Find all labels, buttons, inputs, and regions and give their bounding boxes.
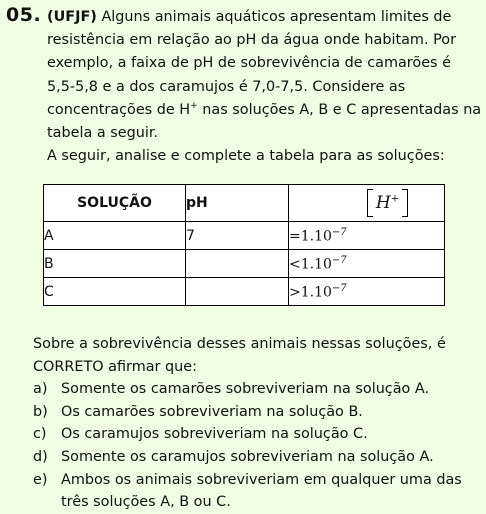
stem-line-4: 5,5-5,8 e a dos caramujos é 7,0-7,5. Considere as xyxy=(47,78,406,95)
answer-section xyxy=(33,333,483,514)
table-row xyxy=(44,222,445,250)
option-a[interactable]: a) Somente os camarões sobreviveriam na solução A. xyxy=(33,381,430,398)
question-stem xyxy=(47,6,483,168)
cell-concentration: $<1.10^{-7}$ xyxy=(289,250,445,278)
question-source: (UFJF) xyxy=(47,9,97,25)
option-d[interactable]: d) Somente os caramujos sobreviveriam na solução A. xyxy=(33,448,434,465)
cell-ph xyxy=(186,250,289,278)
cell-concentration: $>1.10^{-7}$ xyxy=(289,278,445,306)
stem-line-7: A seguir, analise e complete a tabela para as soluções: xyxy=(47,148,445,165)
stem-line-3: exemplo, a faixa de pH de sobrevivência de camarões é xyxy=(47,55,451,72)
header-solucao: SOLUÇÃO xyxy=(44,185,186,222)
option-e[interactable]: e) Ambos os animais sobreviveriam em qualquer uma das três soluções A, B ou C. xyxy=(33,471,462,511)
h-concentration-symbol: H+ xyxy=(367,193,408,213)
cell-ph: 7 xyxy=(186,222,289,250)
solutions-table xyxy=(43,184,445,306)
stem-line-1: (UFJF) Alguns animais aquáticos apresentam limites de xyxy=(47,9,452,25)
option-b[interactable]: b) Os camarões sobreviveriam na solução B. xyxy=(33,403,363,420)
prompt-line-2: CORRETO afirmar que: xyxy=(33,358,197,375)
table-row xyxy=(44,250,445,278)
cell-solution: A xyxy=(44,222,186,250)
prompt-line-1: Sobre a sobrevivência desses animais nessas soluções, é xyxy=(33,336,446,352)
cell-solution: B xyxy=(44,250,186,278)
question-number: 05. xyxy=(6,4,42,26)
stem-line-2: resistência em relação ao pH da água onde habitam. Por xyxy=(47,32,456,49)
cell-ph xyxy=(186,278,289,306)
stem-line-6: tabela a seguir. xyxy=(47,125,159,142)
option-c[interactable]: c) Os caramujos sobreviveriam na solução C. xyxy=(33,426,368,443)
table-row xyxy=(44,278,445,306)
cell-solution: C xyxy=(44,278,186,306)
stem-line-5: concentrações de H+ nas soluções A, B e C apresentadas na xyxy=(47,101,482,118)
cell-concentration: $=1.10^{-7}$ xyxy=(289,222,445,250)
header-ph: pH xyxy=(186,185,289,222)
header-h-concentration xyxy=(289,185,445,222)
table-header-row xyxy=(44,185,445,222)
